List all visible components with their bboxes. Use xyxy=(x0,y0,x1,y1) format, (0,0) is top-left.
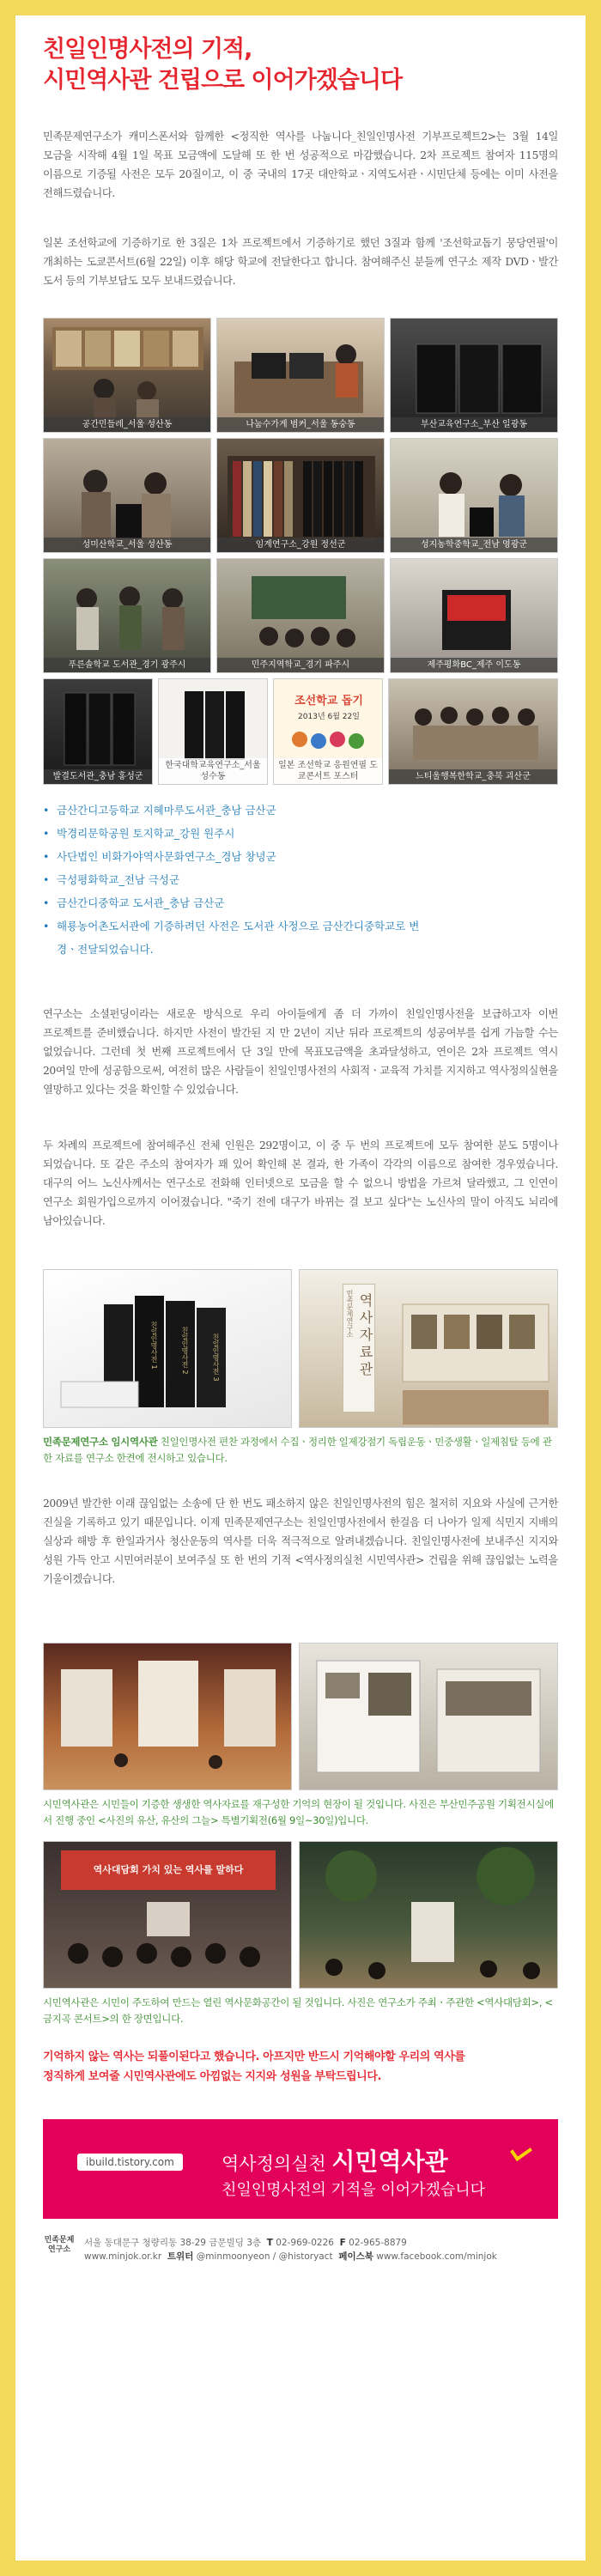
archive-caption xyxy=(43,1434,558,1467)
event-caption: 시민역사관은 시민이 주도하여 만드는 열린 역사문화공간이 될 것입니다. 사진은 연구소가 주최ㆍ주관한 <역사대담회>, <금지곡 콘서트>의 한 장면입니다. xyxy=(43,1996,553,2025)
photo-caption: 일본 조선학교 응원연필 도쿄콘서트 포스터 xyxy=(274,758,382,784)
photo-exhibition-hall-2 xyxy=(299,1643,558,1790)
photo-caption: 한국대학교육연구소_서울 성수동 xyxy=(159,758,267,784)
book-spine-label: 친일인명사전 2 xyxy=(181,1327,189,1375)
footer xyxy=(43,2233,558,2275)
check-mark-icon xyxy=(510,2141,532,2161)
photo-gongganmindeulle xyxy=(43,318,211,433)
photo-nanumsugage xyxy=(216,318,385,433)
photo-caption: 제주평화BC_제주 이도동 xyxy=(391,658,557,672)
book-spine-label: 친일인명사전 3 xyxy=(212,1334,220,1382)
photo-dictionary-set xyxy=(43,1269,292,1428)
page-title xyxy=(43,34,558,96)
photo-imgye xyxy=(216,438,385,553)
photo-history-talk xyxy=(43,1841,292,1989)
footer-twitter-link[interactable]: @minmoonyeon / @historyact xyxy=(196,2251,333,2262)
recipient-list xyxy=(43,799,558,961)
photo-jeju-peace xyxy=(390,558,558,673)
body-paragraph-5: 2009년 발간한 이래 끊임없는 소송에 단 한 번도 패소하지 않은 친일인명사전의 힘은 철저히 지요와 사실에 근거한 진실을 기록하고 있기 때문입니다. 이제 민족문제연구소는 친일인명사전에서 한걸음 더 나아가 일제 식민지 지배의 실상과 해방 후 한일과거사 청산운동의 역사를 더욱 적극적으로 알려내겠습니다. 친일인명사전에 보내주신 지지와 성원 가득 안고 시민여러분이 보여주실 또 한 번의 기적 <역사정의실천 시민역사관> 건립을 위해 끊임없는 노력을 기울이겠습니다. xyxy=(43,1498,558,1585)
photo-caption: 공간민들레_서울 성산동 xyxy=(44,417,210,432)
caption-text: 친일인명사전 편찬 과정에서 수집ㆍ정리한 일제강점기 독립운동ㆍ민중생활ㆍ일제침탈 등에 관한 자료를 연구소 한켠에 전시하고 있습니다. xyxy=(43,1436,552,1464)
photo-neutiul xyxy=(388,678,558,785)
list-item: • 박경리문학공원 토지학교_강원 원주시 xyxy=(43,827,235,840)
book-spine-label: 친일인명사전 1 xyxy=(150,1321,158,1370)
footer-tel: 02-969-0226 xyxy=(276,2238,334,2248)
photo-caption: 나눔수가게 범커_서울 동숭동 xyxy=(217,417,384,432)
photo-minju-school xyxy=(216,558,385,673)
caption-label: 민족문제연구소 임시역사관 xyxy=(43,1436,158,1448)
list-item: • 사단법인 비화가야역사문화연구소_경남 창녕군 xyxy=(43,850,276,863)
title-line-1: 친일인명사전의 기적, xyxy=(43,36,252,63)
photo-seongmisan xyxy=(43,438,211,553)
photo-exhibition-hall-1 xyxy=(43,1643,292,1790)
poster-date: 2013년 6월 22일 xyxy=(298,713,360,721)
intro-paragraph-2: 일본 조선학교에 기증하기로 한 3질은 1차 프로젝트에서 기증하기로 했던 3질과 함께 '조선학교돕기 뭉당연필'이 개최하는 도쿄콘서트(6월 22일) 이후 해당 학교에 전달한다고 합니다. 참여해주신 분들께 연구소 제작 DVDㆍ발간 도서 등의 기부보답도 모두 보내드렸습니다. xyxy=(43,237,558,287)
list-item: • 해룡농어촌도서관에 기증하려던 사전은 도서관 사정으로 금산간디중학교로 변경ㆍ전달되었습니다. xyxy=(43,920,420,956)
photo-caption: 민주지역학교_경기 파주시 xyxy=(217,658,384,672)
photo-caption: 느티울행복한학교_충북 괴산군 xyxy=(389,769,557,784)
institute-logo: 민족문제연구소 xyxy=(44,2236,75,2254)
banner-headline: 역사정의실천 시민역사관 xyxy=(222,2148,448,2176)
footer-address: 서울 동대문구 청량리동 38-29 금문빌딩 3층 xyxy=(84,2238,262,2248)
talk-banner: 역사대담회 가치 있는 역사를 말하다 xyxy=(61,1850,276,1890)
blog-url-link[interactable]: ibuild.tistory.com xyxy=(77,2154,183,2171)
photo-busan-institute xyxy=(390,318,558,433)
photo-caption: 부산교육연구소_부산 일광동 xyxy=(391,417,557,432)
donation-photo-grid xyxy=(43,318,558,786)
footer-facebook-link[interactable]: www.facebook.com/minjok xyxy=(376,2251,497,2262)
photo-concert xyxy=(299,1841,558,1989)
exhibition-photos xyxy=(43,1643,558,1790)
photo-seongji xyxy=(390,438,558,553)
list-item: • 금산간디중학교 도서관_충남 금산군 xyxy=(43,896,225,909)
newsletter-sheet xyxy=(15,15,586,2561)
photo-caption: 성지농학중학교_전남 영광군 xyxy=(391,538,557,552)
intro-paragraph-1: 민족문제연구소가 캐미스폰서와 함께한 <정직한 역사를 나눕니다_친일인명사전 기부프로젝트2>는 3월 14일 모금을 시작해 4월 1일 목표 모금액에 도달해 또 한 번 성공적으로 마감했습니다. 2차 프로젝트 참여자 115명의 이름으로 기증될 사전은 모두 20질이고, 이 중 국내의 17곳 대안학교ㆍ지역도서관ㆍ시민단체 등에는 이미 사전을 전해드렸습니다. xyxy=(43,131,558,199)
title-line-2: 시민역사관 건립으로 이어가겠습니다 xyxy=(43,67,403,94)
photo-caption: 발결도서관_충남 홍성군 xyxy=(44,769,152,784)
exhibition-caption: 시민역사관은 시민들이 기증한 생생한 역사자료를 재구성한 기억의 현장이 될 것입니다. 사진은 부산민주공원 기획전시실에서 진행 중인 <사진의 유산, 유산의 그늘> 특별기획전(6월 9일~30일)입니다. xyxy=(43,1798,554,1826)
photo-archive-room xyxy=(299,1269,558,1428)
list-item: • 극성평화학교_전남 극성군 xyxy=(43,873,180,886)
poster-title: 조선학교 돕기 xyxy=(294,695,363,708)
list-item: • 금산간디고등학교 지혜마루도서관_충남 금산군 xyxy=(43,804,276,817)
bookshelf-scene xyxy=(44,319,211,433)
archive-sign-small: 민족문제연구소 xyxy=(346,1290,354,1338)
footer-fax: 02-965-8879 xyxy=(349,2238,407,2248)
archive-photos xyxy=(43,1269,558,1428)
banner-subline: 친일인명사전의 기적을 이어가겠습니다 xyxy=(222,2181,486,2199)
photo-balgyeol xyxy=(43,678,153,785)
photo-kheri xyxy=(158,678,268,785)
event-photos xyxy=(43,1841,558,1989)
photo-pureunsol xyxy=(43,558,211,673)
footer-contact: 서울 동대문구 청량리동 38-29 금문빌딩 3층 T 02-969-0226 F 02-965-8879 www.minjok.or.kr 트위터 @minmoonyeon / @historyact 페이스북 www.facebook.com/minjok xyxy=(84,2238,497,2262)
photo-caption: 임계연구소_강원 정선군 xyxy=(217,538,384,552)
footer-website-link[interactable]: www.minjok.or.kr xyxy=(84,2251,162,2262)
photo-caption: 푸른솔학교 도서관_경기 광주시 xyxy=(44,658,210,672)
archive-sign-text: 역사자료관 xyxy=(357,1293,373,1379)
body-paragraph-3: 연구소는 소셜펀딩이라는 새로운 방식으로 우리 아이들에게 좀 더 가까이 친일인명사전을 보급하고자 이번 프로젝트를 준비했습니다. 하지만 사전이 발간된 지 만 2년이 지난 뒤라 프로젝트의 성공여부를 쉽게 가늠할 수는 없었습니다. 그런데 첫 번째 프로젝트에서 단 3일 만에 목표모금액을 초과달성하고, 연이은 2차 프로젝트 역시 20여일 만에 성공함으로써, 여전히 많은 사람들이 친일인명사전의 사회적ㆍ교육적 가치를 지지하고 역사정의실현을 열망하고 있다는 것을 확인할 수 있었습니다. xyxy=(43,1008,558,1096)
archive-sign xyxy=(343,1284,375,1413)
photo-caption: 성미산학교_서울 성산동 xyxy=(44,538,210,552)
body-paragraph-4: 두 차례의 프로젝트에 참여해주신 전체 인원은 292명이고, 이 중 두 번의 프로젝트에 모두 참여한 분도 5명이나 되었습니다. 또 같은 주소의 참여자가 꽤 있어 확인해 본 결과, 한 가족이 각각의 이름으로 참여한 경우였습니다. 대구의 어느 노신사께서는 연구소로 전화해 인터넷으로 모금을 할 수 없으니 방법을 가르쳐 달라했고, 그 인연이 연구소 회원가입으로까지 이어졌습니다. "죽기 전에 대구가 바뀌는 걸 보고 싶다"는 노신사의 말이 아직도 뇌리에 남아있습니다. xyxy=(43,1139,558,1227)
citizen-museum-banner[interactable] xyxy=(43,2119,558,2219)
photo-tokyo-concert-poster xyxy=(273,678,383,785)
closing-message: 기억하지 않는 역사는 되풀이된다고 했습니다. 아프지만 반드시 기억해야할 우리의 역사를 정직하게 보여줄 시민역사관에도 아낌없는 지지와 성원을 부탁드립니다. xyxy=(43,2050,465,2083)
